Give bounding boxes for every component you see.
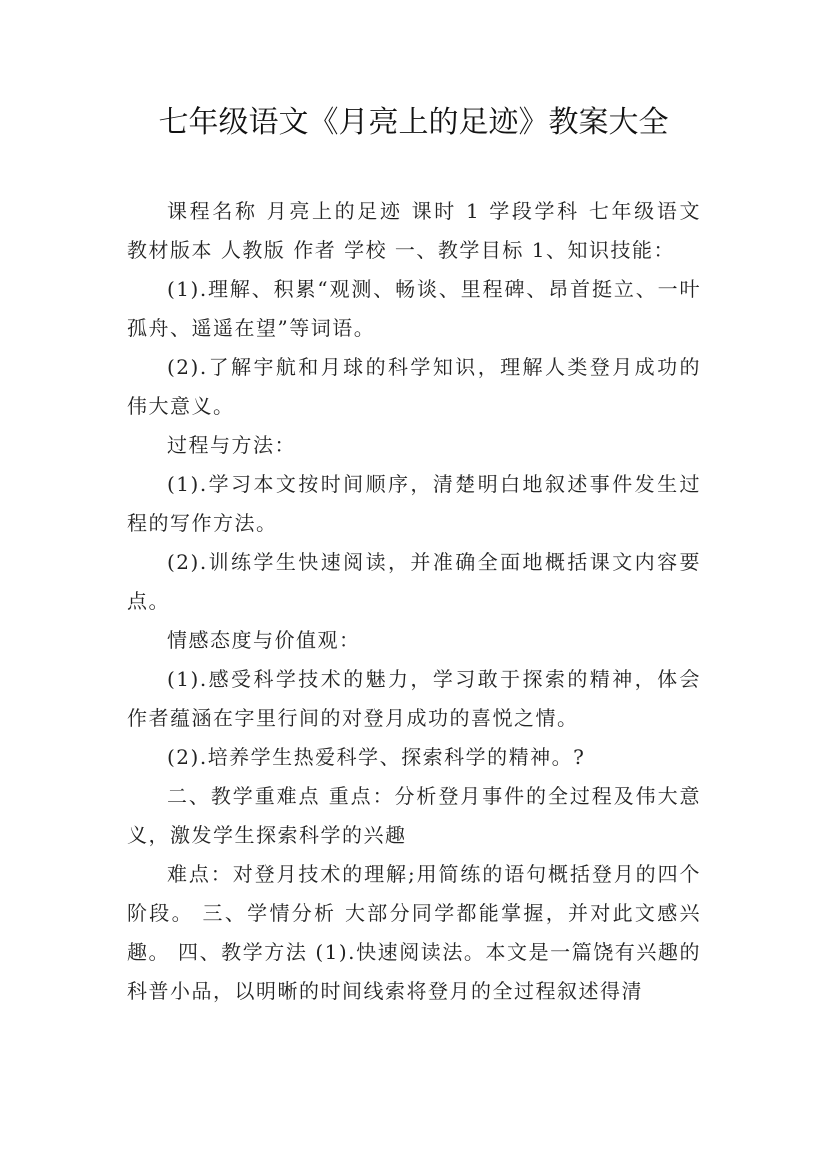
paragraph-course-info: 课程名称 月亮上的足迹 课时 1 学段学科 七年级语文 教材版本 人教版 作者 学校 一、教学目标 1、知识技能： bbox=[127, 199, 701, 262]
paragraph-difficulties: 难点：对登月技术的理解;用简练的语句概括登月的四个阶段。 三、学情分析 大部分同学都能掌握，并对此文感兴趣。 四、教学方法 (1).快速阅读法。本文是一篇饶有兴趣的科普小品，以明晰的时间线索将登月的全过程叙述得清 bbox=[127, 862, 701, 1003]
paragraph-knowledge-2: (2).了解宇航和月球的科学知识，理解人类登月成功的伟大意义。 bbox=[127, 355, 701, 418]
paragraph-values-2: (2).培养学生热爱科学、探索科学的精神。? bbox=[167, 745, 586, 769]
document-body bbox=[127, 192, 701, 1011]
document-title: 七年级语文《月亮上的足迹》教案大全 bbox=[158, 105, 669, 140]
paragraph-key-points: 二、教学重难点 重点：分析登月事件的全过程及伟大意义，激发学生探索科学的兴趣 bbox=[127, 784, 701, 847]
paragraph-process-2: (2).训练学生快速阅读，并准确全面地概括课文内容要点。 bbox=[127, 550, 701, 613]
paragraph-knowledge-1: (1).理解、积累“观测、畅谈、里程碑、昂首挺立、一叶孤舟、遥遥在望”等词语。 bbox=[127, 277, 701, 340]
paragraph-values-heading: 情感态度与价值观： bbox=[167, 628, 361, 652]
paragraph-process-1: (1).学习本文按时间顺序，清楚明白地叙述事件发生过程的写作方法。 bbox=[127, 472, 701, 535]
paragraph-process-heading: 过程与方法： bbox=[167, 433, 296, 457]
paragraph-values-1: (1).感受科学技术的魅力，学习敢于探索的精神，体会作者蕴涵在字里行间的对登月成功的喜悦之情。 bbox=[127, 667, 701, 730]
